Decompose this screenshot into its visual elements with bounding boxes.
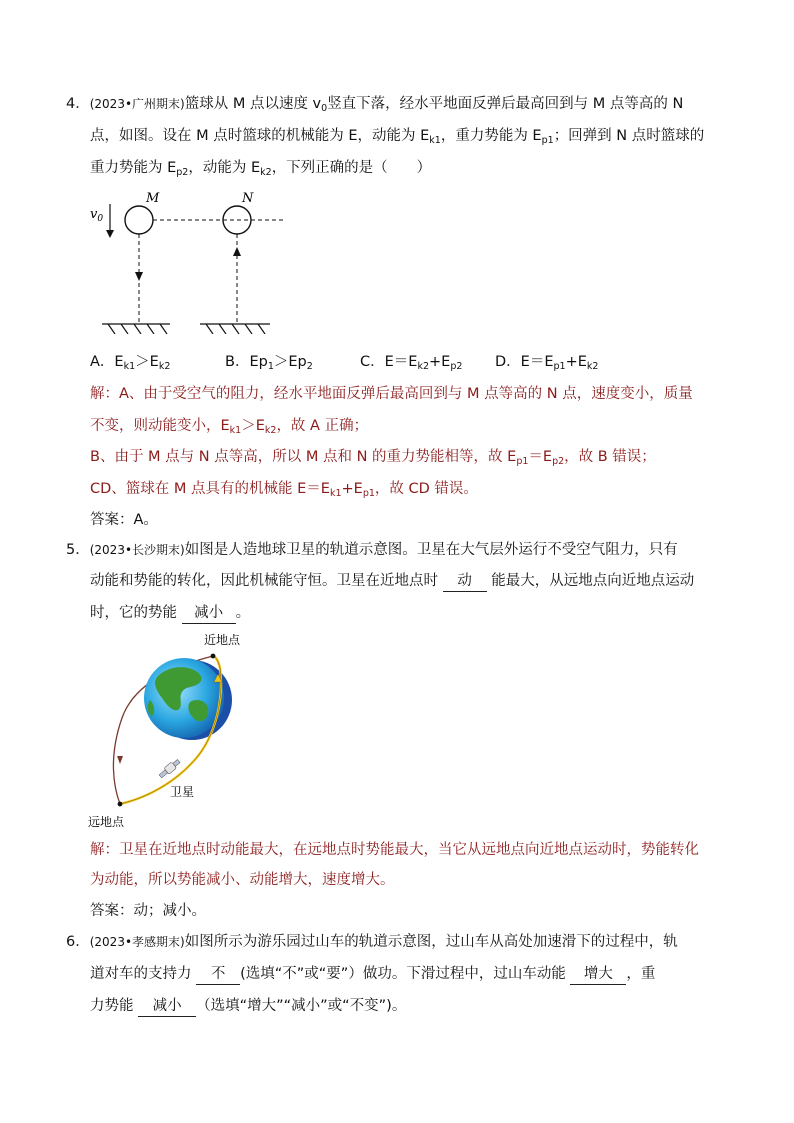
q6-source: (2023•孝感期末) xyxy=(89,935,185,949)
q6-stem-line-2: 道对车的支持力 不 (选填“不”或“要”）做功。下滑过程中，过山车动能 增大 ，重 xyxy=(90,964,655,985)
q4-option-d[interactable]: D．$E=E_{p1}+E_{k2}$ xyxy=(495,354,599,372)
q5-solution-line-2: 为动能，所以势能减小、动能增大，速度增大。 xyxy=(90,872,395,888)
q5-stem-line-2: 动能和势能的转化，因此机械能守恒。卫星在近地点时 动 能最大，从远地点向近地点运动 xyxy=(90,571,694,592)
q5-stem-line-1: 5．(2023•长沙期末)如图是人造地球卫星的轨道示意图。卫星在大气层外运行不受空气阻力，只有 xyxy=(66,542,678,558)
q4-stem-line-1: 4．(2023•广州期末)篮球从 M 点以速度 $v_0$竖直下落，经水平地面反弹后最高回到与 M 点等高的 N xyxy=(66,96,684,114)
q4-ground-left xyxy=(102,324,170,334)
q6-blank-3[interactable]: 减小 xyxy=(138,996,196,1017)
q5-satellite-orbit-figure xyxy=(86,628,256,833)
q5-number: 5． xyxy=(66,542,90,558)
q4-label-m: M xyxy=(146,191,160,206)
q4-ground-right xyxy=(200,324,270,334)
q4-ball-m xyxy=(125,206,153,234)
q6-stem-line-3: 力势能 减小 （选填“增大”“减小”或“不变”)。 xyxy=(90,996,406,1017)
q4-fall-arrowhead xyxy=(135,272,143,281)
q6-number: 6． xyxy=(66,934,90,950)
q5-far-point-dot xyxy=(118,802,123,807)
q4-v0-arrowhead xyxy=(106,230,114,238)
q5-label-far-point: 远地点 xyxy=(88,815,125,829)
q4-options xyxy=(90,352,630,372)
q4-solution-line-4: CD、篮球在 M 点具有的机械能 $E=E_{k1}+E_{p1}$，故 CD 错误。 xyxy=(90,481,478,499)
q5-blank-2[interactable]: 减小 xyxy=(182,603,236,624)
q4-label-v0: $v_0$ xyxy=(90,207,104,224)
q4-solution-line-1: 解：A、由于受空气的阻力，经水平地面反弹后最高回到与 M 点等高的 N 点，速度变小，质量 xyxy=(90,386,693,402)
q5-answer: 答案：动；减小。 xyxy=(90,903,206,919)
q5-solution-line-1: 解：卫星在近地点时动能最大，在远地点时势能最大，当它从远地点向近地点运动时，势能转化 xyxy=(90,842,699,858)
q4-stem-line-3: 重力势能为 $E_{p2}$，动能为 $E_{k2}$，下列正确的是（ ） xyxy=(90,160,432,178)
q6-blank-2[interactable]: 增大 xyxy=(570,964,626,985)
q4-option-c[interactable]: C．$E=E_{k2}+E_{p2}$ xyxy=(360,354,463,372)
q4-basketball-figure xyxy=(88,184,298,334)
q4-number: 4． xyxy=(66,96,90,112)
q4-option-b[interactable]: B．$Ep_1>Ep_2$ xyxy=(225,354,313,372)
q5-source: (2023•长沙期末) xyxy=(89,543,185,557)
q4-stem-line-2: 点，如图。设在 M 点时篮球的机械能为 E，动能为 $E_{k1}$，重力势能为 $E_{p1}$；回弹到 N 点时篮球的 xyxy=(90,128,705,146)
q5-orbit-arrow xyxy=(117,756,123,764)
q4-label-n: N xyxy=(242,191,254,206)
q5-label-satellite: 卫星 xyxy=(170,785,195,799)
q5-blank-1[interactable]: 动 xyxy=(443,571,487,592)
q4-source: (2023•广州期末) xyxy=(89,97,185,111)
q4-option-a[interactable]: A．$E_{k1}>E_{k2}$ xyxy=(90,354,171,372)
q4-solution-line-3: B、由于 M 点与 N 点等高，所以 M 点和 N 的重力势能相等，故 $E_{p1}=E_{p2}$，故 B 错误； xyxy=(90,449,656,467)
q6-blank-1[interactable]: 不 xyxy=(196,964,240,985)
q5-stem-line-3: 时，它的势能 减小 。 xyxy=(90,603,250,624)
q4-answer: 答案：A。 xyxy=(90,512,158,528)
q6-stem-line-1: 6．(2023•孝感期末)如图所示为游乐园过山车的轨道示意图，过山车从高处加速滑下的过程中，轨 xyxy=(66,934,678,950)
q4-solution-line-2: 不变，则动能变小，$E_{k1}>E_{k2}$，故 A 正确； xyxy=(90,418,369,436)
q5-label-near-point: 近地点 xyxy=(204,633,241,647)
q5-near-point-dot xyxy=(211,654,216,659)
q4-rise-arrowhead xyxy=(233,247,241,256)
